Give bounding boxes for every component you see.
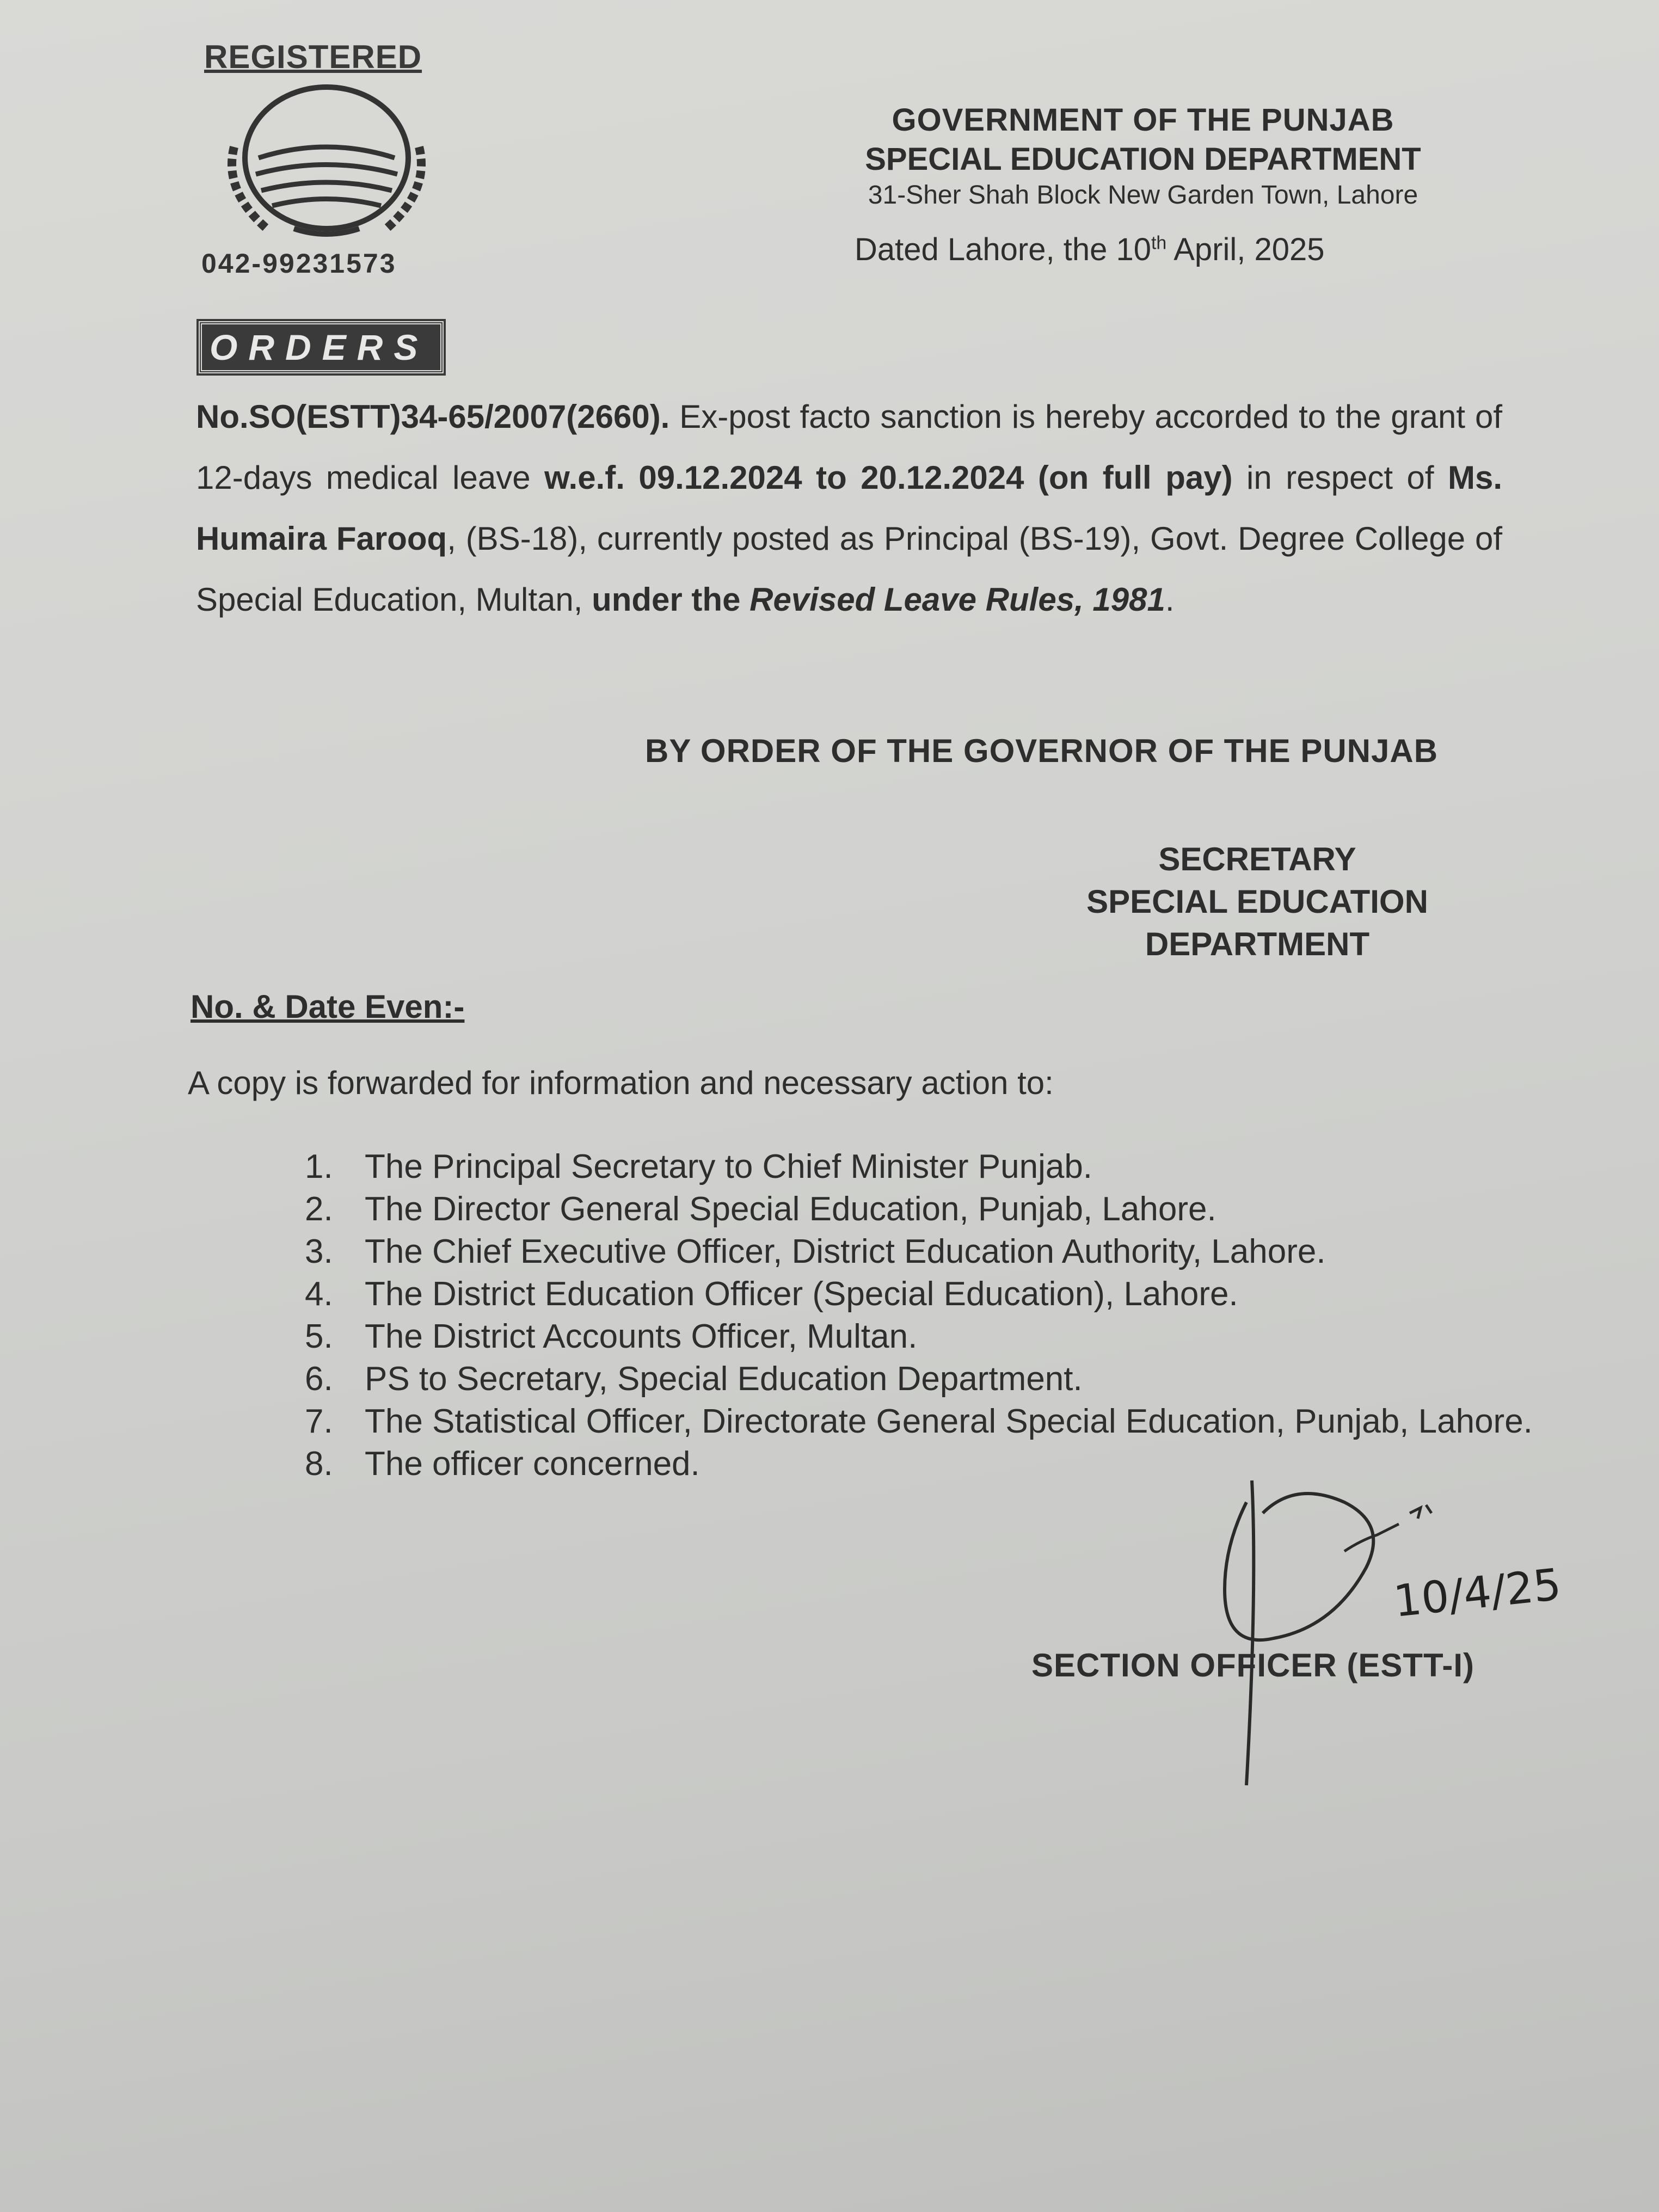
order-end: . xyxy=(1165,581,1175,618)
order-text-3: , (BS-18), currently posted as Principal (BS-19), Govt. Degree College of Special Education, Multan, xyxy=(196,520,1503,618)
list-item: 4. The District Education Officer (Special Education), Lahore. xyxy=(305,1275,1238,1313)
list-item: 2. The Director General Special Education, Punjab, Lahore. xyxy=(305,1190,1216,1228)
leave-rules: Revised Leave Rules, 1981 xyxy=(749,581,1165,618)
forward-text: A copy is forwarded for information and necessary action to: xyxy=(188,1065,1054,1101)
order-text-1: Ex-post facto sanction is hereby accorded to the grant of 12-days medical leave xyxy=(196,398,1502,496)
officer-name: Ms. Humaira Farooq xyxy=(196,459,1503,557)
order-wef: w.e.f. 09.12.2024 to 20.12.2024 (on full pay) xyxy=(544,459,1233,496)
list-item: 7. The Statistical Officer, Directorate General Special Education, Punjab, Lahore. xyxy=(305,1403,1533,1440)
list-item: 5. The District Accounts Officer, Multan. xyxy=(305,1318,918,1355)
list-item: 8. The officer concerned. xyxy=(305,1445,700,1483)
by-order-line: BY ORDER OF THE GOVERNOR OF THE PUNJAB xyxy=(645,733,1439,769)
recipient-list xyxy=(305,1146,1557,1485)
section-officer: SECTION OFFICER (ESTT-I) xyxy=(1031,1647,1474,1683)
dated-sup: th xyxy=(1151,232,1167,254)
secretary-block xyxy=(1034,838,1480,966)
punjab-emblem-icon xyxy=(212,82,441,245)
secretary-line-2: SPECIAL EDUCATION xyxy=(1086,883,1428,920)
order-under: under the xyxy=(592,581,750,618)
department-address: 31-Sher Shah Block New Garden Town, Lahore xyxy=(868,181,1418,210)
list-item: 3. The Chief Executive Officer, District Education Authority, Lahore. xyxy=(305,1233,1326,1270)
order-text-2: in respect of xyxy=(1232,459,1448,496)
dated-suffix: April, 2025 xyxy=(1166,232,1325,267)
no-date-even: No. & Date Even:- xyxy=(191,988,465,1025)
registered-label: REGISTERED xyxy=(204,39,422,75)
secretary-line-3: DEPARTMENT xyxy=(1145,926,1370,962)
list-item: 1. The Principal Secretary to Chief Minister Punjab. xyxy=(305,1148,1093,1185)
list-item: 6. PS to Secretary, Special Education Department. xyxy=(305,1360,1083,1398)
dated-prefix: Dated Lahore, the 10 xyxy=(855,232,1151,267)
order-paragraph xyxy=(196,386,1502,630)
order-number: No.SO(ESTT)34-65/2007(2660). xyxy=(196,398,670,435)
letterhead xyxy=(806,101,1480,212)
phone-number: 042-99231573 xyxy=(201,248,397,279)
orders-heading: ORDERS xyxy=(199,321,444,373)
signature-mark xyxy=(1159,1470,1606,1796)
dated-line xyxy=(855,231,1325,268)
signature-date: 10/4/25 xyxy=(1391,1559,1564,1627)
secretary-line-1: SECRETARY xyxy=(1158,841,1356,877)
department-title: SPECIAL EDUCATION DEPARTMENT xyxy=(865,142,1421,177)
government-title: GOVERNMENT OF THE PUNJAB xyxy=(892,102,1394,138)
